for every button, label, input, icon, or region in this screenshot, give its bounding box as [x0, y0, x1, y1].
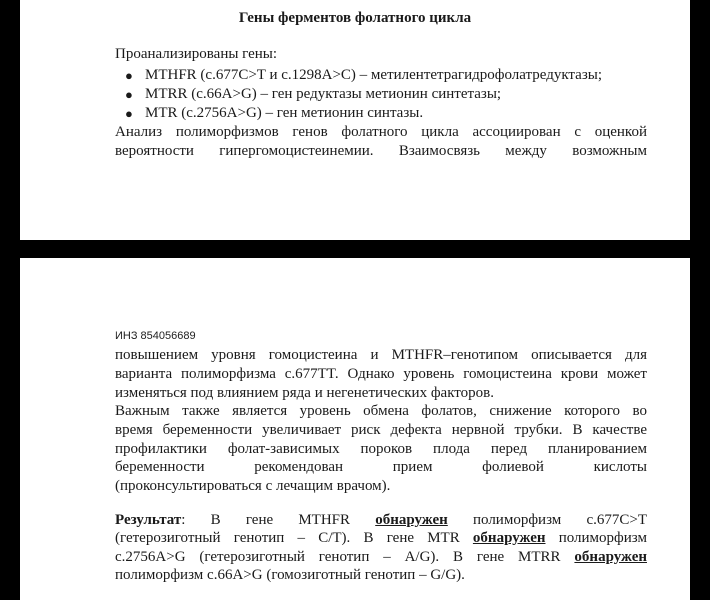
result-line: (гетерозиготный генотип – C/T). В гене MTR обнаружен полиморфизм [115, 530, 647, 546]
document-page-2 [20, 258, 690, 600]
bullet-icon: ● [125, 106, 133, 121]
gene-item-mthfr: ● MTHFR (c.677C>T и c.1298A>C) – метилентетрагидрофолатредуктазы; [125, 67, 603, 83]
document-title: Гены ферментов фолатного цикла [238, 10, 472, 26]
paragraph-line: вероятности гипергомоцистеинемии. Взаимосвязь между возможным [115, 143, 647, 159]
result-label: Результат [115, 512, 182, 528]
gene-list [115, 66, 602, 123]
result-line: Результат: В гене MTHFR обнаружен полиморфизм c.677C>T [115, 512, 648, 528]
genes-intro: Проанализированы гены: [115, 46, 278, 62]
paragraph-line: Анализ полиморфизмов генов фолатного цикла ассоциирован с оценкой [115, 124, 647, 140]
paragraph-line: варианта полиморфизма c.677TT. Однако уровень гомоцистеина крови может [115, 366, 647, 382]
paragraph-line: (проконсультироваться с лечащим врачом). [115, 478, 391, 494]
bullet-icon: ● [125, 87, 133, 102]
bullet-icon: ● [125, 68, 133, 83]
result-line: c.2756A>G (гетерозиготный генотип – A/G). В гене MTRR обнаружен [115, 549, 647, 565]
paragraph-line: Важным также является уровень обмена фолатов, снижение которого во [115, 403, 647, 419]
paragraph-line: повышением уровня гомоцистеина и MTHFR–генотипом описывается для [115, 347, 647, 363]
document-page-1 [20, 0, 690, 240]
result-line: полиморфизм c.66A>G (гомозиготный генотип – G/G). [115, 567, 465, 583]
paragraph-line: время беременности увеличивает риск дефекта нервной трубки. В качестве [115, 422, 647, 438]
found-mark: обнаружен [375, 512, 448, 528]
found-mark: обнаружен [574, 549, 647, 565]
inz-number: ИНЗ 854056689 [115, 330, 196, 342]
paragraph-line: профилактики фолат-зависимых пороков плода перед планированием [115, 441, 647, 457]
gene-item-mtrr: ● MTRR (c.66A>G) – ген редуктазы метионин синтетазы; [125, 86, 502, 102]
paragraph-line: изменяться под влиянием ряда и негенетических факторов. [115, 385, 494, 401]
paragraph-line: беременности рекомендован прием фолиевой кислоты [115, 459, 647, 475]
found-mark: обнаружен [472, 530, 546, 546]
gene-item-mtr: ● MTR (c.2756A>G) – ген метионин синтазы. [125, 105, 424, 121]
